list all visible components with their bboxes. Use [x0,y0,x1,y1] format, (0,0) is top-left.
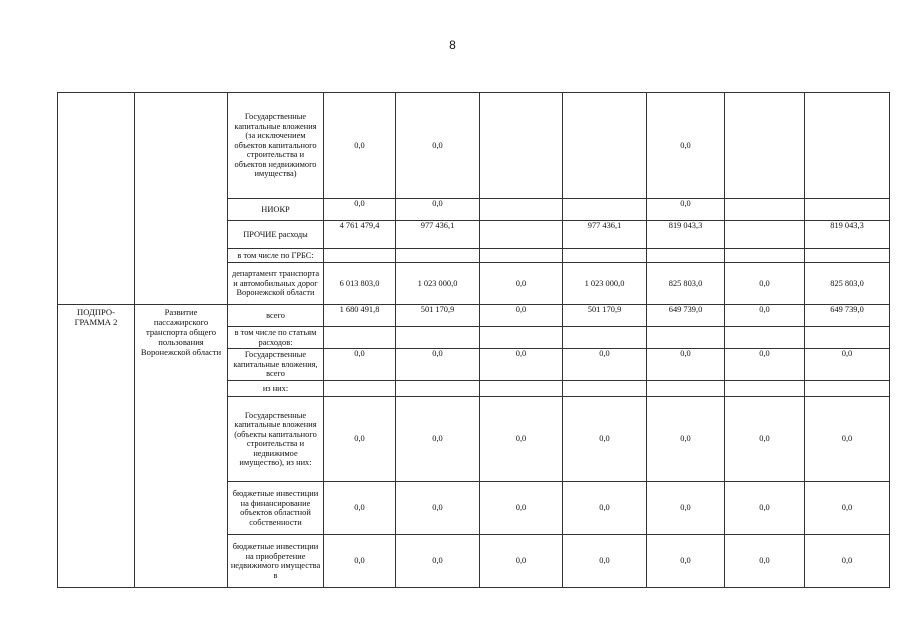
value-cell [480,199,563,221]
value-cell: 0,0 [563,349,647,381]
program-name: Развитие пассажирского транспорта общего пользования Воронежской области [135,305,228,588]
row-label: Государственные капитальные вложения, всего [228,349,324,381]
value-cell [396,381,480,397]
row-label: из них: [228,381,324,397]
value-cell: 649 739,0 [647,305,725,327]
row-label: департамент транспорта и автомобильных дорог Воронежской области [228,263,324,305]
value-cell [480,327,563,349]
value-cell: 1 023 000,0 [563,263,647,305]
value-cell: 0,0 [396,199,480,221]
value-cell [396,249,480,263]
value-cell [480,249,563,263]
row-label: бюджетные инвестиции на приобретение недвижимого имущества в [228,535,324,588]
value-cell [480,221,563,249]
value-cell [805,381,890,397]
value-cell: 501 170,9 [396,305,480,327]
value-cell: 0,0 [396,397,480,482]
value-cell: 0,0 [480,305,563,327]
value-cell: 0,0 [725,535,805,588]
value-cell: 0,0 [324,482,396,535]
value-cell [563,249,647,263]
value-cell: 0,0 [725,263,805,305]
value-cell [324,249,396,263]
value-cell: 0,0 [563,482,647,535]
value-cell: 0,0 [480,482,563,535]
value-cell: 0,0 [396,482,480,535]
value-cell: 825 803,0 [805,263,890,305]
value-cell [324,327,396,349]
value-cell: 0,0 [647,397,725,482]
row-label: бюджетные инвестиции на финансирование объектов областной собственности [228,482,324,535]
row-label: всего [228,305,324,327]
value-cell: 0,0 [563,397,647,482]
value-cell: 501 170,9 [563,305,647,327]
value-cell [805,93,890,199]
value-cell: 819 043,3 [805,221,890,249]
value-cell: 0,0 [480,349,563,381]
value-cell: 4 761 479,4 [324,221,396,249]
value-cell [805,327,890,349]
value-cell [396,327,480,349]
value-cell: 0,0 [324,199,396,221]
value-cell: 0,0 [805,482,890,535]
value-cell: 0,0 [324,397,396,482]
value-cell [480,93,563,199]
value-cell: 977 436,1 [396,221,480,249]
row-label: ПРОЧИЕ расходы [228,221,324,249]
value-cell [563,93,647,199]
value-cell [805,199,890,221]
value-cell: 0,0 [725,397,805,482]
value-cell [725,249,805,263]
value-cell [647,249,725,263]
value-cell [563,381,647,397]
value-cell: 0,0 [396,93,480,199]
value-cell: 0,0 [480,397,563,482]
value-cell: 0,0 [396,535,480,588]
value-cell [805,249,890,263]
value-cell: 0,0 [563,535,647,588]
value-cell: 977 436,1 [563,221,647,249]
row-label: Государственные капитальные вложения (за исключением объектов капитального строительства и объектов недвижимого имущества) [228,93,324,199]
value-cell: 0,0 [647,199,725,221]
value-cell: 0,0 [647,535,725,588]
value-cell [563,327,647,349]
budget-table [57,92,890,588]
value-cell [563,199,647,221]
value-cell [725,199,805,221]
value-cell: 0,0 [396,349,480,381]
value-cell: 6 013 803,0 [324,263,396,305]
value-cell: 1 023 000,0 [396,263,480,305]
value-cell: 0,0 [324,535,396,588]
value-cell: 825 803,0 [647,263,725,305]
value-cell: 0,0 [725,305,805,327]
table-row [58,305,890,327]
value-cell: 649 739,0 [805,305,890,327]
value-cell: 0,0 [805,349,890,381]
value-cell: 0,0 [324,93,396,199]
value-cell: 0,0 [647,93,725,199]
value-cell: 0,0 [647,482,725,535]
value-cell [725,381,805,397]
value-cell: 0,0 [725,349,805,381]
row-label: в том числе по статьям расходов: [228,327,324,349]
value-cell [324,381,396,397]
value-cell: 1 680 491,8 [324,305,396,327]
value-cell: 0,0 [324,349,396,381]
value-cell: 0,0 [480,263,563,305]
row-label: НИОКР [228,199,324,221]
value-cell: 0,0 [805,397,890,482]
value-cell: 0,0 [725,482,805,535]
row-label: в том числе по ГРБС: [228,249,324,263]
table-row [58,93,890,199]
page-number: 8 [449,38,456,52]
value-cell [725,93,805,199]
value-cell [480,381,563,397]
value-cell: 0,0 [480,535,563,588]
program-name-cell-empty [135,93,228,305]
value-cell [725,327,805,349]
program-code-cell-empty [58,93,135,305]
row-label: Государственные капитальные вложения (объекты капитального строительства и недвижимое имущество), из них: [228,397,324,482]
value-cell: 0,0 [805,535,890,588]
value-cell: 0,0 [647,349,725,381]
value-cell [647,381,725,397]
value-cell [647,327,725,349]
program-code: ПОДПРО- ГРАММА 2 [58,305,135,588]
value-cell [725,221,805,249]
value-cell: 819 043,3 [647,221,725,249]
